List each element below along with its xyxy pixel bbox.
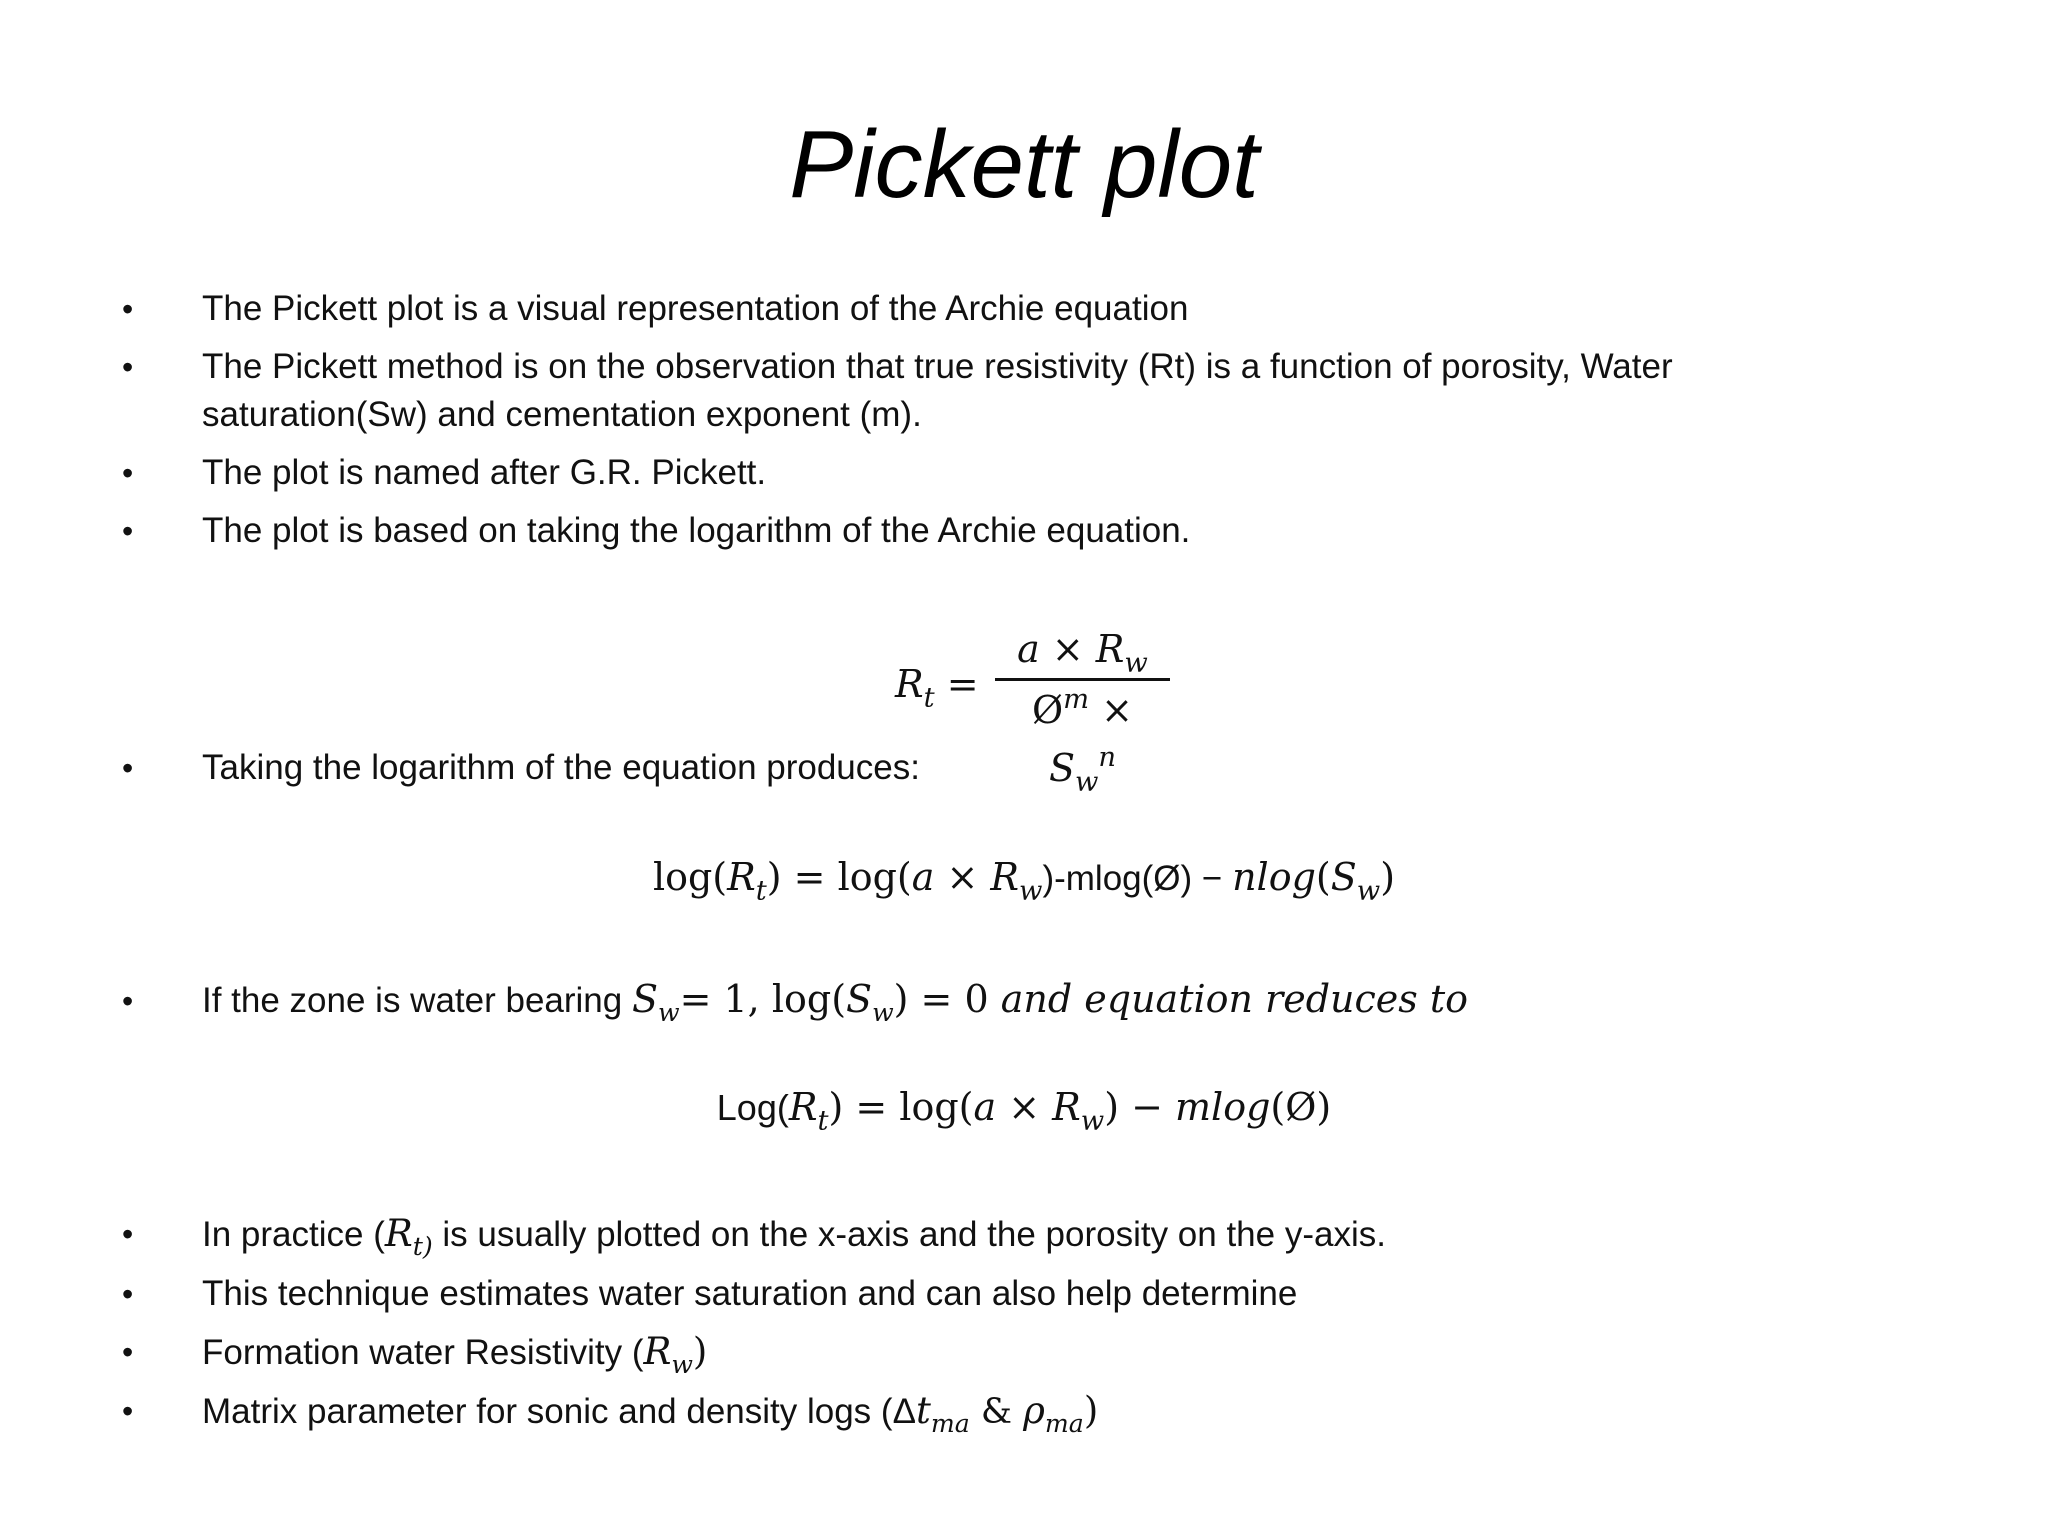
- slide-title: Pickett plot: [789, 111, 1259, 218]
- bullet-marker: •: [122, 291, 134, 327]
- bullet-marker: •: [122, 1216, 134, 1252]
- bullet-marker: •: [122, 750, 134, 786]
- bullet-marker: •: [122, 349, 134, 385]
- bullet-marker: •: [122, 455, 134, 491]
- bullet-in-practice: In practice ($R_{t)}$ is usually plotted on the x-axis and the porosity on the y-axis.: [202, 1212, 1386, 1261]
- bullet-archie-representation: The Pickett plot is a visual representation of the Archie equation: [202, 289, 1189, 328]
- bullet-marker: •: [122, 983, 134, 1019]
- bullet-technique: This technique estimates water saturation and can also help determine: [202, 1274, 1298, 1313]
- bullet-named-after: The plot is named after G.R. Pickett.: [202, 453, 767, 492]
- log-equation: $\log(R_t) = \log(a$ × $R_w)-mlog(Ø) - nlog(S_w)$: [652, 855, 1396, 907]
- bullet-pickett-method: The Pickett method is on the observation that true resistivity (Rt) is a function of porosity, Water saturation(Sw) and cementation exponent (m).: [202, 347, 1673, 434]
- archie-equation: [895, 620, 1195, 798]
- bullet-water-bearing: If the zone is water bearing $S_w= 1$, $\log(S_w) = 0$ and equation reduces to: [202, 977, 1468, 1027]
- bullet-matrix-parameter: Matrix parameter for sonic and density logs ($\Delta t_{ma}$ & $\rho_{ma}$): [202, 1389, 1099, 1438]
- bullet-marker: •: [122, 513, 134, 549]
- archie-lhs: $R_t$ =: [895, 662, 979, 714]
- archie-fraction: [995, 620, 1170, 797]
- bullet-formation-water: Formation water Resistivity $(R_w)$: [202, 1330, 708, 1379]
- bullet-taking-logarithm: Taking the logarithm of the equation produces:: [202, 748, 920, 787]
- bullet-marker: •: [122, 1276, 134, 1312]
- archie-denominator: $Ø^m \times S_w^n$: [1031, 683, 1134, 798]
- reduced-equation: $Log(R_t) = \log(a \times R_w)$ − mlog(Ø): [716, 1085, 1332, 1137]
- archie-numerator: $a \times R_w$: [1017, 627, 1148, 679]
- bullet-marker: •: [122, 1393, 134, 1429]
- bullet-marker: •: [122, 1334, 134, 1370]
- bullet-logarithm-basis: The plot is based on taking the logarithm of the Archie equation.: [202, 511, 1191, 550]
